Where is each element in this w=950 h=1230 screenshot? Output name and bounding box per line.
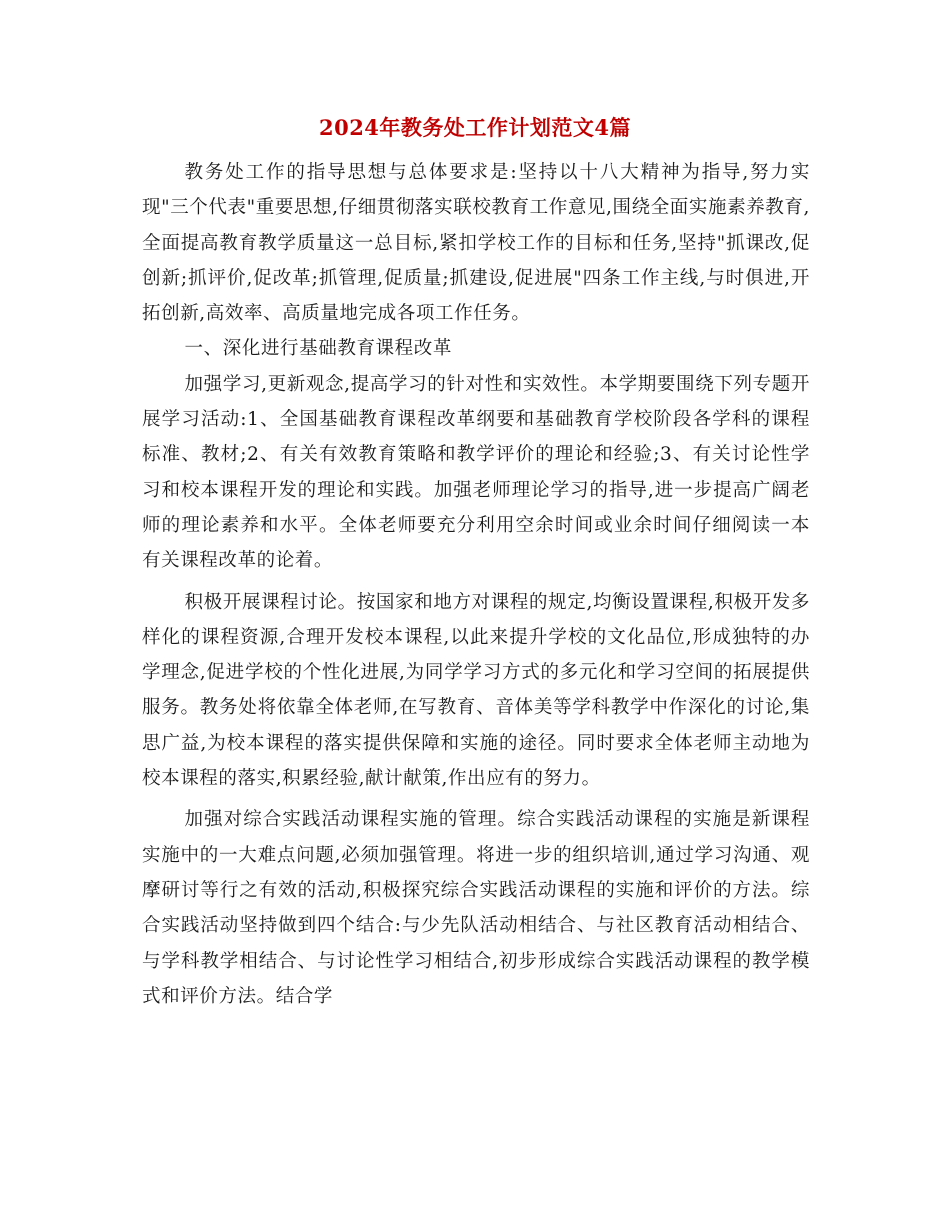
document-title: 2024年教务处工作计划范文4篇 (318, 115, 632, 140)
section-heading-curriculum-reform: 一、深化进行基础教育课程改革 (184, 338, 452, 360)
paragraph-curriculum-discussion: 积极开展课程讨论。按国家和地方对课程的规定,均衡设置课程,积极开发多样化的课程资源,合理开发校本课程,以此来提升学校的文化品位,形成独特的办学理念,促进学校的个性化进展,为同学学习方式的多元化和学习空间的拓展提供服务。教务处将依靠全体老师,在写教育、音体美等学科教学中作深化的讨论,集思广益,为校本课程的落实提供保障和实施的途径。同时要求全体老师主动地为校本课程的落实,积累经验,献计献策,作出应有的努力。 (142, 591, 810, 790)
paragraph-strengthen-learning: 加强学习,更新观念,提高学习的针对性和实效性。本学期要围绕下列专题开展学习活动:1、全国基础教育课程改革纲要和基础教育学校阶段各学科的课程标准、教材;2、有关有效教育策略和教学评价的理论和经验;3、有关讨论性学习和校本课程开发的理论和实践。加强老师理论学习的指导,进一步提高广阔老师的理论素养和水平。全体老师要充分利用空余时间或业余时间仔细阅读一本有关课程改革的论着。 (142, 373, 810, 572)
paragraph-guiding-thought: 教务处工作的指导思想与总体要求是:坚持以十八大精神为指导,努力实现"三个代表"重要思想,仔细贯彻落实联校教育工作意见,围绕全面实施素养教育,全面提高教育教学质量这一总目标,紧扣学校工作的目标和任务,坚持"抓课改,促创新;抓评价,促改革;抓管理,促质量;抓建设,促进展"四条工作主线,与时俱进,开拓创新,高效率、高质量地完成各项工作任务。 (142, 162, 810, 325)
paragraph-comprehensive-practice: 加强对综合实践活动课程实施的管理。综合实践活动课程的实施是新课程实施中的一大难点问题,必须加强管理。将进一步的组织培训,通过学习沟通、观摩研讨等行之有效的活动,积极探究综合实践活动课程的实施和评价的方法。综合实践活动坚持做到四个结合:与少先队活动相结合、与社区教育活动相结合、与学科教学相结合、与讨论性学习相结合,初步形成综合实践活动课程的教学模式和评价方法。结合学 (142, 809, 810, 1007)
document-body (142, 155, 810, 1014)
